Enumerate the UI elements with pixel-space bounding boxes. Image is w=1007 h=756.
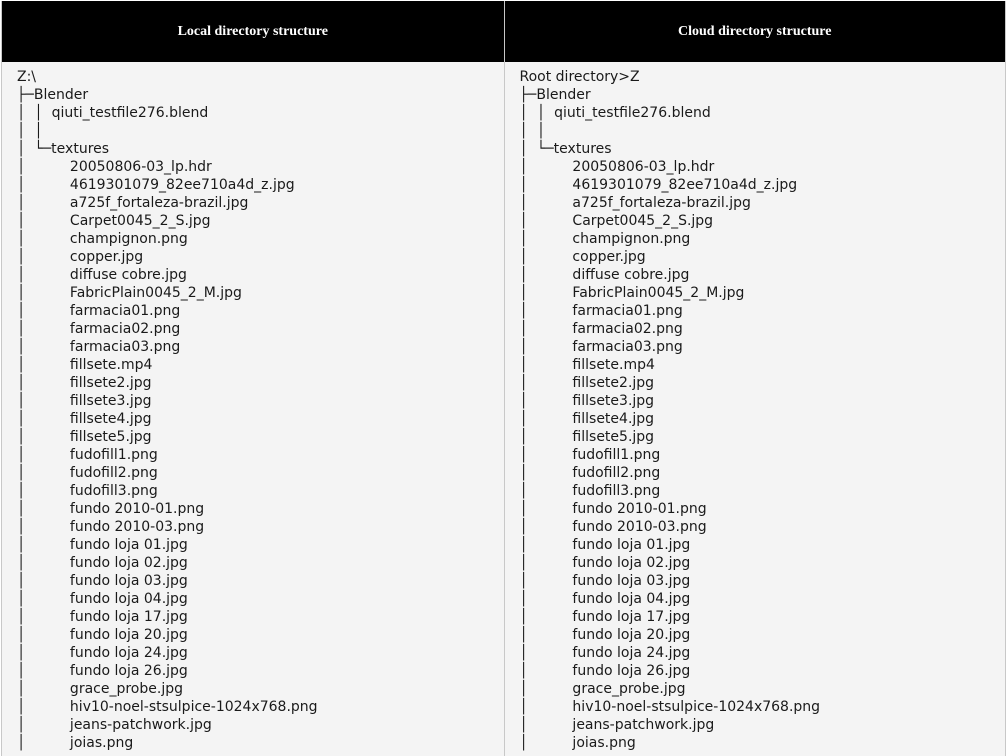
tree-line: │ 4619301079_82ee710a4d_z.jpg [17, 177, 295, 193]
tree-line: │ fillsete3.jpg [17, 393, 152, 409]
tree-line: │ └─textures [17, 141, 110, 157]
tree-line: │ fillsete2.jpg [519, 375, 655, 391]
tree-line: │ farmacia01.png [519, 303, 683, 319]
tree-line: │ Carpet0045_2_S.jpg [519, 213, 714, 229]
tree-line: │ FabricPlain0045_2_M.jpg [519, 285, 745, 301]
tree-line: │ fudofill3.png [519, 483, 661, 499]
tree-line: │ fillsete4.jpg [17, 411, 152, 427]
tree-line: │ a725f_fortaleza-brazil.jpg [519, 195, 751, 211]
cloud-tree [505, 62, 1006, 756]
tree-line: │ hiv10-noel-stsulpice-1024x768.png [519, 699, 821, 715]
tree-line: │ fillsete5.jpg [17, 429, 152, 445]
directory-comparison-table [1, 1, 1006, 756]
tree-line: │ fudofill2.png [17, 465, 158, 481]
tree-line: │ fundo loja 03.jpg [519, 573, 691, 589]
tree-line: │ fillsete4.jpg [519, 411, 655, 427]
tree-line: │ └─textures [519, 141, 612, 157]
tree-line: │ champignon.png [519, 231, 691, 247]
tree-line: │ fudofill1.png [17, 447, 158, 463]
tree-line: │ fundo loja 24.jpg [17, 645, 188, 661]
tree-line: │ farmacia02.png [17, 321, 181, 337]
tree-line: │ fillsete.mp4 [519, 357, 655, 373]
local-column [2, 1, 504, 756]
tree-line: │ fundo loja 01.jpg [519, 537, 691, 553]
tree-line: │ fudofill1.png [519, 447, 661, 463]
tree-line: │ fundo loja 03.jpg [17, 573, 188, 589]
local-tree [2, 62, 504, 756]
tree-line: ├─Blender [17, 87, 89, 103]
tree-line: │ fillsete3.jpg [519, 393, 655, 409]
tree-line: │ fundo 2010-03.png [519, 519, 707, 535]
tree-line: │ hiv10-noel-stsulpice-1024x768.png [17, 699, 318, 715]
tree-line: │ farmacia03.png [519, 339, 683, 355]
tree-line: │ farmacia03.png [17, 339, 181, 355]
tree-line: │ │ [519, 123, 546, 139]
tree-line: │ fundo loja 20.jpg [519, 627, 691, 643]
tree-line: │ fundo loja 04.jpg [17, 591, 188, 607]
tree-line: │ 20050806-03_lp.hdr [519, 159, 715, 175]
tree-line: │ champignon.png [17, 231, 188, 247]
tree-line: │ fundo loja 02.jpg [519, 555, 691, 571]
tree-line: ├─Blender [519, 87, 591, 103]
tree-line: │ fudofill3.png [17, 483, 158, 499]
tree-line: │ fundo 2010-01.png [519, 501, 707, 517]
tree-line: │ fundo loja 17.jpg [519, 609, 691, 625]
tree-line: │ farmacia01.png [17, 303, 181, 319]
tree-line: │ copper.jpg [519, 249, 646, 265]
tree-line: │ jeans-patchwork.jpg [17, 717, 212, 733]
tree-line: │ fillsete2.jpg [17, 375, 152, 391]
tree-line: │ grace_probe.jpg [519, 681, 686, 697]
tree-line: │ fundo loja 20.jpg [17, 627, 188, 643]
tree-line: │ │ qiuti_testfile276.blend [17, 105, 209, 121]
tree-line: │ fundo loja 26.jpg [519, 663, 691, 679]
tree-line: │ fundo 2010-03.png [17, 519, 205, 535]
tree-line: │ copper.jpg [17, 249, 144, 265]
tree-line: │ grace_probe.jpg [17, 681, 183, 697]
tree-line: │ fundo loja 26.jpg [17, 663, 188, 679]
tree-line: Root directory>Z [519, 69, 640, 85]
tree-line: │ farmacia02.png [519, 321, 683, 337]
tree-line: │ fillsete5.jpg [519, 429, 655, 445]
tree-line: │ fundo 2010-01.png [17, 501, 205, 517]
cloud-column [504, 1, 1006, 756]
tree-line: │ FabricPlain0045_2_M.jpg [17, 285, 242, 301]
cloud-header: Cloud directory structure [505, 1, 1006, 62]
tree-line: │ 20050806-03_lp.hdr [17, 159, 212, 175]
tree-line: │ fundo loja 04.jpg [519, 591, 691, 607]
tree-line: │ fillsete.mp4 [17, 357, 153, 373]
tree-line: │ diffuse cobre.jpg [17, 267, 187, 283]
tree-line: Z:\ [17, 69, 37, 85]
tree-line: │ 4619301079_82ee710a4d_z.jpg [519, 177, 798, 193]
tree-line: │ jeans-patchwork.jpg [519, 717, 715, 733]
tree-line: │ │ qiuti_testfile276.blend [519, 105, 711, 121]
tree-line: │ Carpet0045_2_S.jpg [17, 213, 211, 229]
tree-line: │ fundo loja 17.jpg [17, 609, 188, 625]
tree-line: │ diffuse cobre.jpg [519, 267, 690, 283]
tree-line: │ fundo loja 02.jpg [17, 555, 188, 571]
tree-line: │ joias.png [519, 735, 636, 751]
local-header: Local directory structure [2, 1, 504, 62]
tree-line: │ │ [17, 123, 43, 139]
tree-line: │ fudofill2.png [519, 465, 661, 481]
tree-line: │ fundo loja 24.jpg [519, 645, 691, 661]
tree-line: │ fundo loja 01.jpg [17, 537, 188, 553]
tree-line: │ joias.png [17, 735, 134, 751]
tree-line: │ a725f_fortaleza-brazil.jpg [17, 195, 249, 211]
